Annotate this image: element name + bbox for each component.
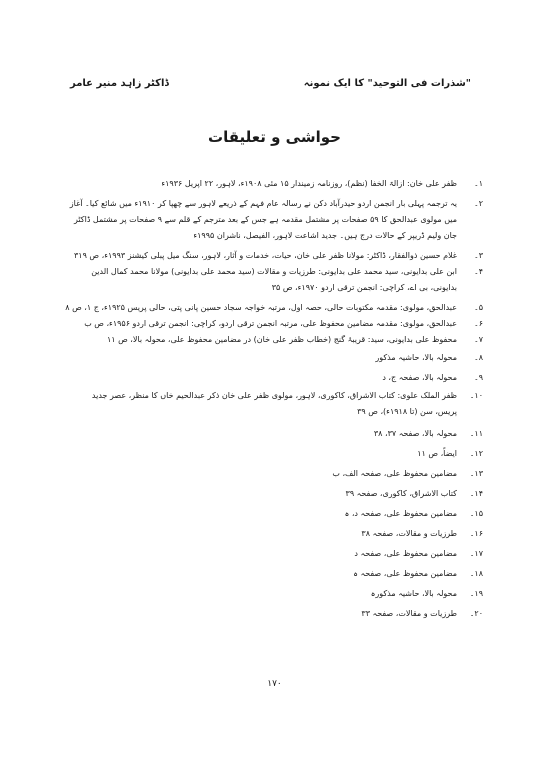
note-item <box>68 332 483 348</box>
note-item <box>65 300 483 316</box>
note-text: طرزیات و مقالات، صفحہ ۳۸ <box>361 529 457 538</box>
note-item <box>68 388 483 420</box>
note-number: ۱۱۔ <box>469 429 483 438</box>
note-text: ظفر علی خان: ازالۃ الخفا (نظم)، روزنامہ زمیندار ۱۵ مئی ۱۹۰۸ء، لاہور، ۲۲ اپریل ۱۹۳۶ء <box>161 179 457 188</box>
note-item <box>68 316 483 332</box>
note-text: ایضاً، ص ۱۱ <box>417 449 457 458</box>
note-text: مضامین محفوظ علی، صفحہ الف، ب <box>332 469 457 478</box>
note-text: ظفر الملک علوی: کتاب الاشراق، کاکوری، لاہور، مولوی ظفر علی خان ذکر عبدالحیم خاں کا منظر، عصر جدید پریس، سن (تا ۱۹۱۸ء)، ص ۳۹ <box>91 391 457 416</box>
notes-list <box>65 176 483 624</box>
running-title: "شذرات فی التوحید" کا ایک نمونہ <box>303 78 471 89</box>
note-text: محولہ بالا، صفحہ ج، د <box>382 373 457 382</box>
note-item <box>68 176 483 192</box>
note-text: طرزیات و مقالات، صفحہ ۳۳ <box>361 609 457 618</box>
note-text: محولہ بالا، صفحہ ۳۷، ۳۸ <box>373 429 457 438</box>
note-number: ۲۔ <box>474 199 483 208</box>
note-item <box>68 584 483 604</box>
note-item <box>68 368 483 388</box>
note-item <box>68 424 483 444</box>
note-number: ۱۷۔ <box>469 549 483 558</box>
note-number: ۱۶۔ <box>469 529 483 538</box>
note-text: ابن علی بدایونی، سید محمد علی بدایونی: طرزیات و مقالات (سید محمد علی بدایونی) مولانا محمد کمال الدین بدایونی، بی اے، کراچی: انجمن ترقی اردو ۱۹۷۰ء، ص ۳۵ <box>91 267 457 292</box>
note-number: ۴۔ <box>474 267 483 276</box>
note-number: ۱۵۔ <box>469 509 483 518</box>
note-item <box>68 504 483 524</box>
note-item <box>68 444 483 464</box>
note-item <box>68 544 483 564</box>
note-item <box>68 484 483 504</box>
note-item <box>68 348 483 368</box>
note-item <box>68 524 483 544</box>
note-text: مضامین محفوظ علی، صفحہ د <box>354 549 457 558</box>
note-number: ۲۰۔ <box>469 609 483 618</box>
page-header <box>70 78 471 98</box>
note-number: ۵۔ <box>474 303 483 312</box>
note-number: ۱۹۔ <box>469 589 483 598</box>
note-text: محولہ بالا، حاشیہ مذکور <box>375 353 457 362</box>
note-item <box>68 564 483 584</box>
note-item <box>68 196 483 244</box>
note-text: مضامین محفوظ علی، صفحہ ہ <box>353 569 457 578</box>
note-text: محولہ بالا، حاشیہ مذکورہ <box>370 589 457 598</box>
author-name: ڈاکٹر زاہد منیر عامر <box>70 78 169 89</box>
note-number: ۱۳۔ <box>469 469 483 478</box>
note-text: یہ ترجمہ پہلی بار انجمن اردو حیدرآباد دکن نے رسالہ عام فہم کے ذریعے لاہور سے چھپا کر ۱۹۱۰ء میں شائع کیا۔ آغاز میں مولوی عبدالحق کا ۵۹ صفحات پر مشتمل مقدمہ ہے جس کے بعد مترجم کے قلم سے ۹ صفحات پر مشتمل ڈاکٹر جان ولیم ڈریپر کے حالات درج ہیں۔ جدید اشاعت لاہور، الفیصل، ناشران ۱۹۹۵ء <box>69 199 457 240</box>
note-number: ۸۔ <box>474 353 483 362</box>
note-item <box>68 464 483 484</box>
note-number: ۹۔ <box>474 373 483 382</box>
note-item <box>68 604 483 624</box>
note-item <box>68 264 483 296</box>
note-text: عبدالحق، مولوی: مقدمہ مکتوبات حالی، حصہ اول، مرتبہ خواجہ سجاد حسین پانی پتی، حالی پریس ۱۹۲۵ء، ج ۱، ص ۸ <box>65 303 457 312</box>
note-number: ۶۔ <box>474 319 483 328</box>
note-text: عبدالحق، مولوی: مقدمہ مضامین محفوظ علی، مرتبہ انجمن ترقی اردو، کراچی: انجمن ترقی اردو ۱۹۵۶ء، ص ب <box>84 319 457 328</box>
note-text: مضامین محفوظ علی، صفحہ د، ہ <box>344 509 457 518</box>
page-number: ۱۷۰ <box>267 679 282 689</box>
note-text: کتاب الاشراق، کاکوری، صفحہ ۳۹ <box>345 489 457 498</box>
note-text: محفوظ علی بدایونی، سید: قریبۂ گنج (خطاب ظفر علی خان) در مضامین محفوظ علی، محولہ بالا، ص ۱۱ <box>106 335 457 344</box>
note-number: ۱۸۔ <box>469 569 483 578</box>
note-text: غلام حسین ذوالفقار، ڈاکٹر: مولانا ظفر علی خان، حیات، خدمات و آثار، لاہور، سنگ میل پبلی کیشنز ۱۹۹۳ء، ص ۳۱۹ <box>73 251 457 260</box>
note-number: ۱۴۔ <box>469 489 483 498</box>
note-item <box>68 248 483 264</box>
note-number: ۱۰۔ <box>469 391 483 400</box>
note-number: ۳۔ <box>474 251 483 260</box>
page-title: حواشی و تعلیقات <box>208 128 341 146</box>
note-number: ۱۔ <box>474 179 483 188</box>
note-number: ۱۲۔ <box>469 449 483 458</box>
note-number: ۷۔ <box>474 335 483 344</box>
